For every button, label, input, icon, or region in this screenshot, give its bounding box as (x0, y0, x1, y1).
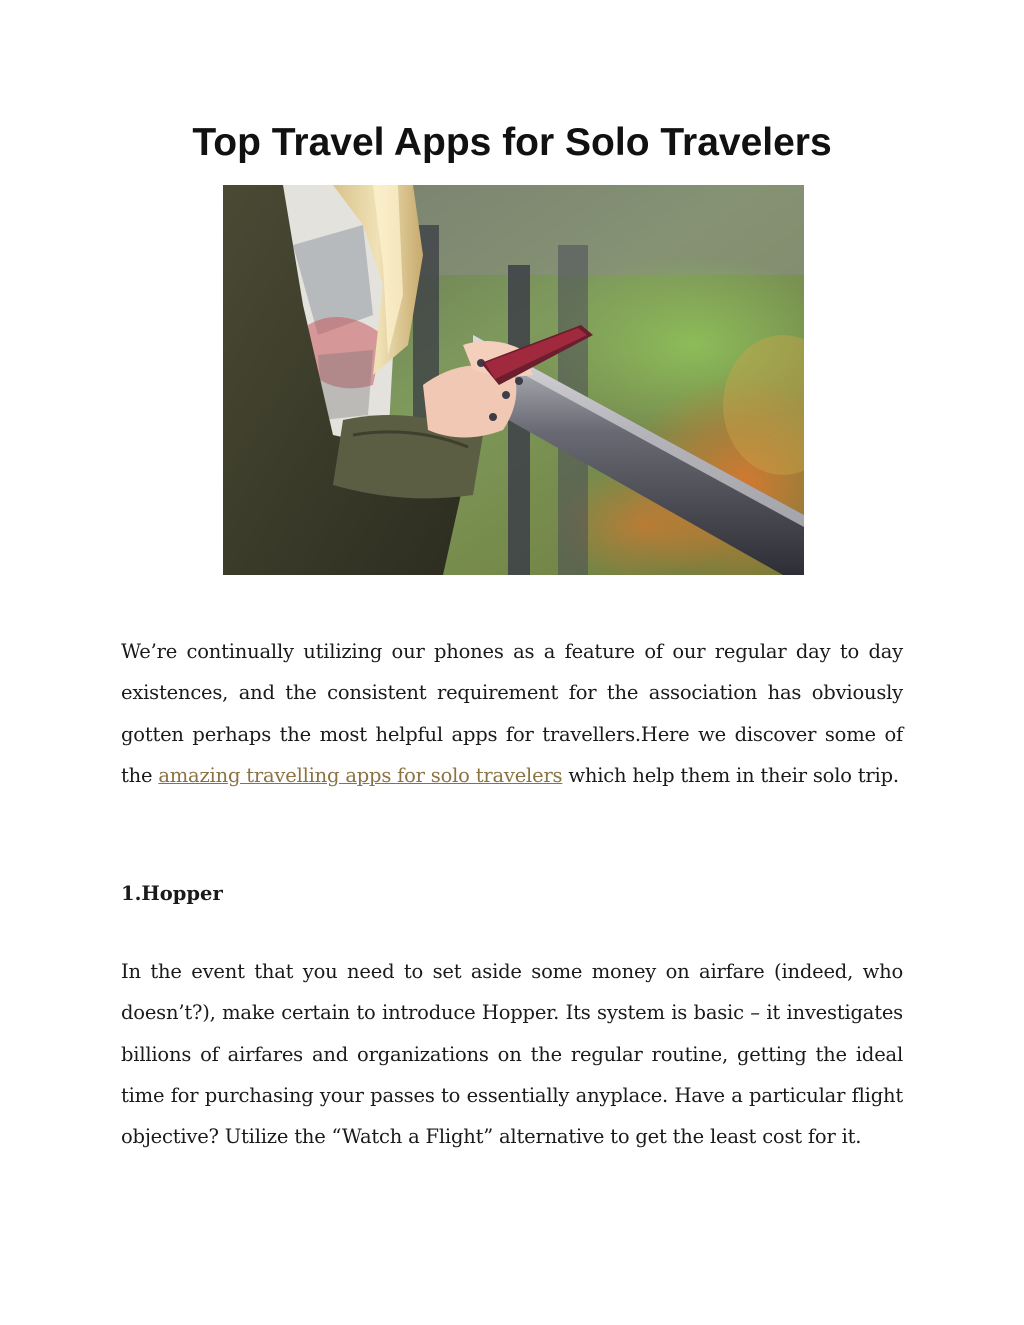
section-heading-hopper: 1.Hopper (121, 882, 223, 905)
intro-text-before-link: We’re continually utilizing our phones as a feature of our regular day to day existences, and the consistent requirement for the association has obviously gotten perhaps the most helpful apps for travellers.Here we discover some of the (121, 640, 903, 787)
hero-photo-woman-using-phone (223, 185, 804, 575)
intro-text-after-link: which help them in their solo trip. (562, 763, 899, 787)
page-title: Top Travel Apps for Solo Travelers (192, 121, 832, 164)
hopper-paragraph: In the event that you need to set aside some money on airfare (indeed, who doesn’t?), make certain to introduce Hopper. Its system is basic – it investigates billions of airfares and organizations on the regular routine, getting the ideal time for purchasing your passes to essentially anyplace. Have a particular flight objective? Utilize the “Watch a Flight” alternative to get the least cost for it. (121, 960, 903, 1149)
travel-apps-link[interactable]: amazing travelling apps for solo travelers (158, 763, 563, 787)
intro-paragraph (121, 631, 903, 796)
